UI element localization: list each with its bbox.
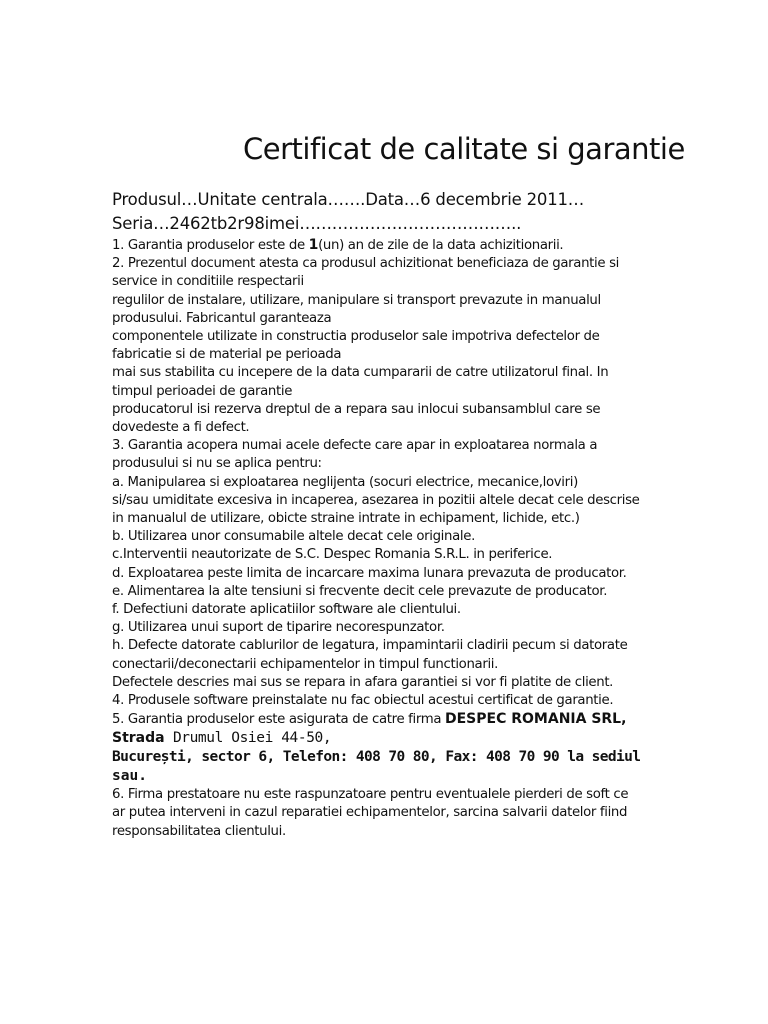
term-2-line: dovedeste a fi defect. [112,420,250,436]
term-3f: f. Defectiuni datorate aplicatiilor software ale clientului. [112,602,461,618]
term-3a-line: si/sau umiditate excesiva in incaperea, asezarea in pozitii altele decat cele descrise [112,492,640,508]
term-3d: d. Exploatarea peste limita de incarcare maxima lunara prevazuta de producator. [112,565,627,581]
term-2-line: timpul perioadei de garantie [112,383,293,399]
document-title: Certificat de calitate si garantie [243,132,685,166]
term-2-line: fabricatie si de material pe perioada [112,347,342,363]
term-3h-line: h. Defecte datorate cablurilor de legatura, impamintarii cladirii pecum si datorate [112,638,628,654]
term-5-line: 5. Garantia produselor este asigurata de catre firma DESPEC ROMANIA SRL, [112,711,627,728]
term-3a-line: in manualul de utilizare, obicte straine intrate in echipament, lichide, etc.) [112,511,580,527]
serial-line: Seria…2462tb2r98imei………………………………….. [112,214,522,233]
term-4: 4. Produsele software preinstalate nu fac obiectul acestui certificat de garantie. [112,693,614,709]
term-2-line: regulilor de instalare, utilizare, manipulare si transport prevazute in manualul [112,292,601,308]
term-2-line: componentele utilizate in constructia produselor sale impotriva defectelor de [112,329,600,345]
term-3e: e. Alimentarea la alte tensiuni si frecvente decit cele prevazute de producator. [112,583,608,599]
term-3h-line: conectarii/deconectarii echipamentelor in timpul functionarii. [112,656,499,672]
firm-name: DESPEC ROMANIA SRL, [445,711,627,728]
term-6-line: responsabilitatea clientului. [112,823,286,839]
term-5-contact: București, sector 6, Telefon: 408 70 80, Fax: 408 70 90 la sediul [112,749,641,766]
term-3c: c.Interventii neautorizate de S.C. Despec Romania S.R.L. in periferice. [112,547,553,563]
term-3-line: produsului si nu se aplica pentru: [112,456,322,472]
term-2-line: mai sus stabilita cu incepere de la data cumpararii de catre utilizatorul final. In [112,365,609,381]
term-1: 1. Garantia produselor este de 1(un) an de zile de la data achizitionarii. [112,237,564,253]
term-5-end: sau. [112,768,147,785]
term-2-line: 2. Prezentul document atesta ca produsul achizitionat beneficiaza de garantie si [112,256,619,272]
outside-warranty-note: Defectele descries mai sus se repara in afara garantiei si vor fi platite de client. [112,674,614,690]
term-2-line: produsului. Fabricantul garanteaza [112,310,332,326]
term-2-line: service in conditiile respectarii [112,274,304,290]
term-3-line: 3. Garantia acopera numai acele defecte care apar in exploatarea normala a [112,438,598,454]
term-6-line: ar putea interveni in cazul reparatiei echipamentelor, sarcina salvarii datelor fiind [112,805,628,821]
product-line: Produsul…Unitate centrala…….Data…6 decembrie 2011… [112,190,585,209]
term-6-line: 6. Firma prestatoare nu este raspunzatoare pentru eventualele pierderi de soft ce [112,787,629,803]
warranty-terms [112,236,652,841]
term-3a-line: a. Manipularea si exploatarea neglijenta (socuri electrice, mecanice,loviri) [112,474,578,490]
term-3b: b. Utilizarea unor consumabile altele decat cele originale. [112,529,475,545]
term-5-address: Strada Drumul Osiei 44-50, [112,730,332,747]
term-3g: g. Utilizarea unui suport de tiparire necorespunzator. [112,620,445,636]
term-2-line: producatorul isi rezerva dreptul de a repara sau inlocui subansamblul care se [112,401,601,417]
